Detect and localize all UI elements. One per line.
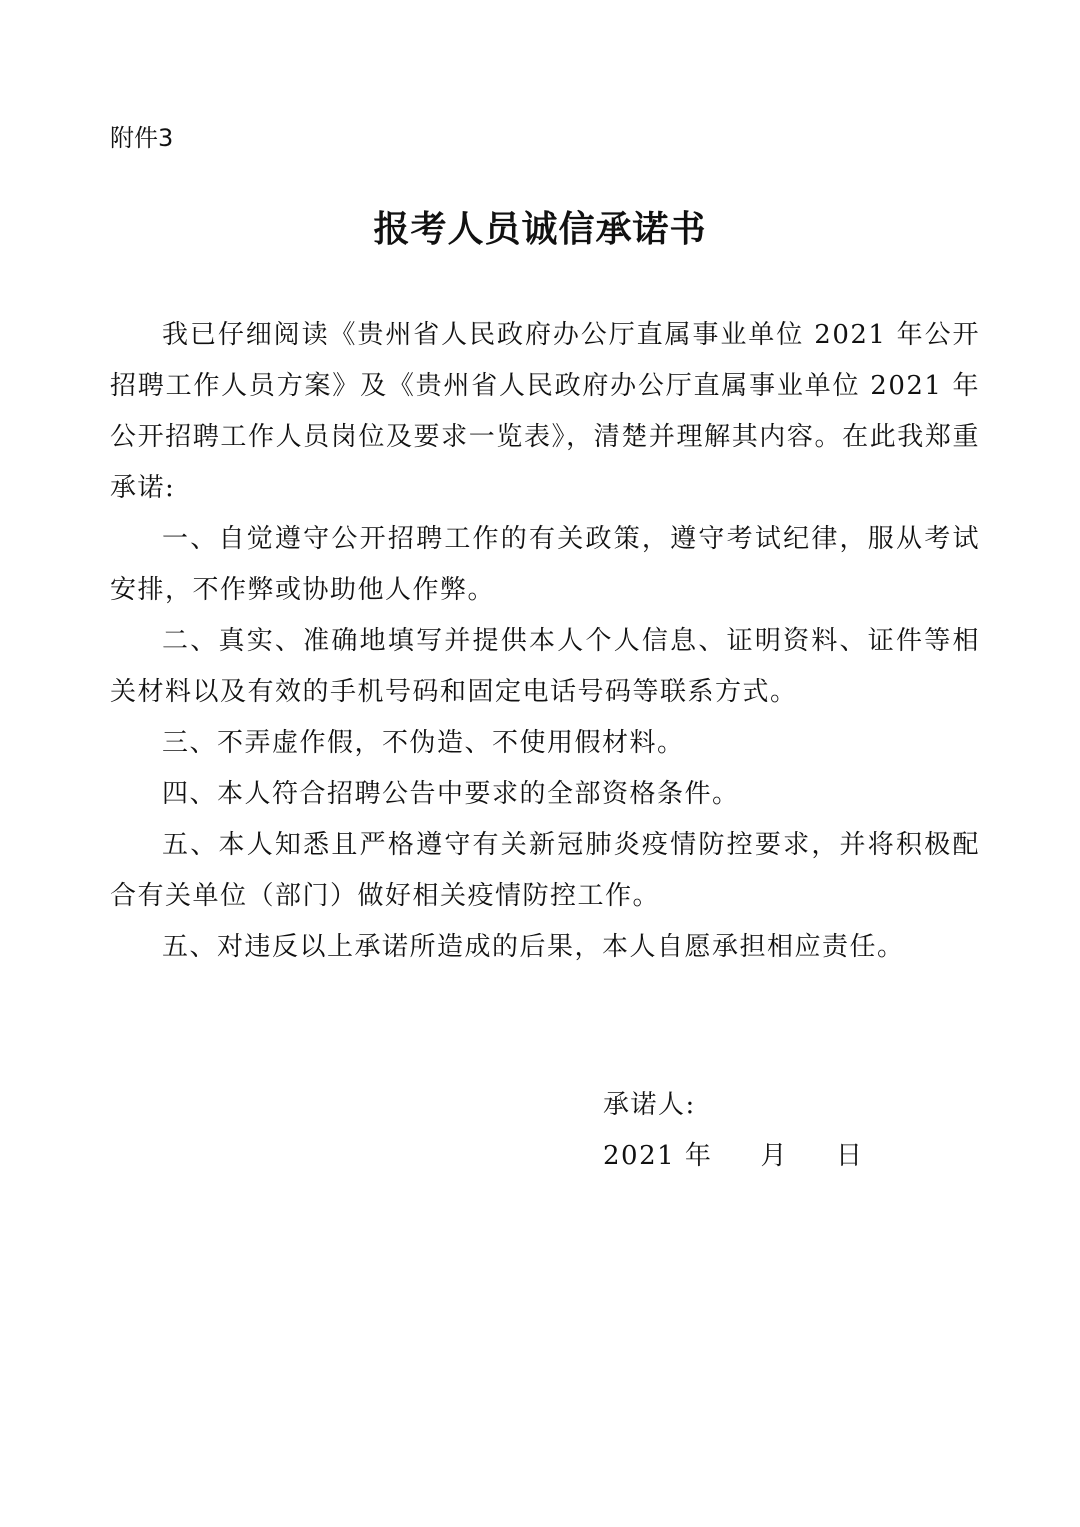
attachment-label: 附件3 bbox=[110, 124, 174, 152]
pledge-item-6: 五、对违反以上承诺所造成的后果，本人自愿承担相应责任。 bbox=[162, 932, 905, 962]
pledge-item-1: 一、自觉遵守公开招聘工作的有关政策，遵守考试纪律，服从考试安排，不作弊或协助他人作弊。 bbox=[110, 524, 980, 605]
date-month: 月 bbox=[760, 1141, 788, 1171]
pledge-item-5: 五、本人知悉且严格遵守有关新冠肺炎疫情防控要求，并将积极配合有关单位（部门）做好相关疫情防控工作。 bbox=[110, 830, 980, 911]
pledge-item-4: 四、本人符合招聘公告中要求的全部资格条件。 bbox=[162, 779, 740, 809]
signature-block bbox=[603, 1080, 863, 1182]
document-body bbox=[110, 310, 980, 973]
document-title: 报考人员诚信承诺书 bbox=[373, 208, 707, 250]
intro-paragraph: 我已仔细阅读《贵州省人民政府办公厅直属事业单位 2021 年公开招聘工作人员方案》及《贵州省人民政府办公厅直属事业单位 2021 年公开招聘工作人员岗位及要求一览表》，清楚并理解其内容。在此我郑重承诺: bbox=[110, 320, 980, 503]
date-day: 日 bbox=[835, 1141, 864, 1171]
pledge-item-3: 三、不弄虚作假，不伪造、不使用假材料。 bbox=[162, 728, 685, 758]
date-year: 2021 年 bbox=[603, 1141, 713, 1171]
date-line bbox=[603, 1131, 863, 1182]
signer-label: 承诺人: bbox=[603, 1090, 696, 1120]
pledge-item-2: 二、真实、准确地填写并提供本人个人信息、证明资料、证件等相关材料以及有效的手机号码和固定电话号码等联系方式。 bbox=[110, 626, 980, 707]
